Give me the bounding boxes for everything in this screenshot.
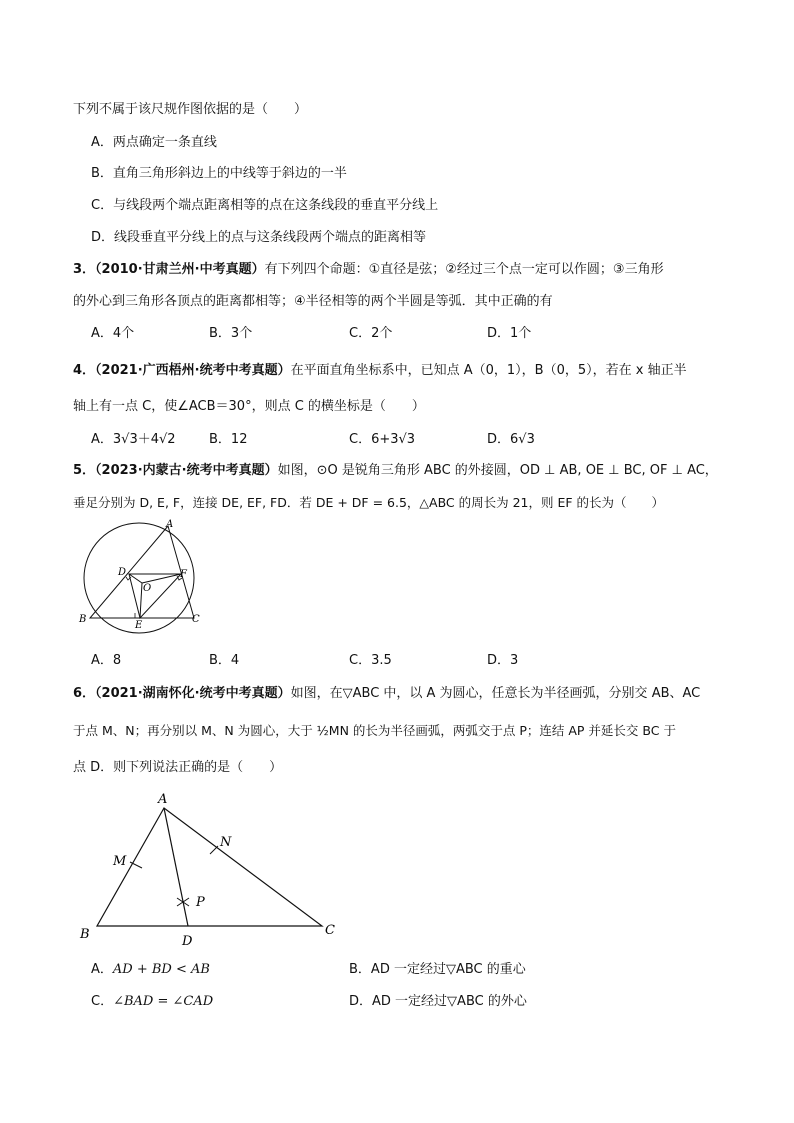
q5-stem-line1: 5．（2023·内蒙古·统考中考真题）如图，⊙O 是锐角三角形 ABC 的外接圆，OD ⊥ AB, OE ⊥ BC, OF ⊥ AC， xyxy=(73,463,718,478)
q2-option-a: A．两点确定一条直线 xyxy=(91,135,217,150)
q4-option-a: A．3√3＋4√2 xyxy=(91,432,176,447)
q5-stem-line2: 垂足分别为 D, E, F，连接 DE, EF, FD．若 DE + DF = 6.5，△ABC 的周长为 21，则 EF 的长为（ ） xyxy=(73,495,665,510)
q5-label-o: O xyxy=(143,583,152,594)
q6-option-c: C．∠BAD = ∠CAD xyxy=(91,994,214,1009)
q5-segment-of xyxy=(142,574,181,583)
q4-option-b: B．12 xyxy=(209,432,248,447)
q6-label-b: B xyxy=(80,927,90,942)
q6-arc-mark-n xyxy=(210,846,218,854)
q6-option-a: A．AD + BD < AB xyxy=(91,962,210,977)
q6-label-d: D xyxy=(182,934,193,949)
q6-label-p: P xyxy=(196,895,205,910)
q5-label-b: B xyxy=(79,614,87,625)
q5-option-b: B．4 xyxy=(209,653,240,668)
q6-triangle-abc xyxy=(97,808,322,926)
q6-stem-line3: 点 D．则下列说法正确的是（ ） xyxy=(73,760,283,775)
q3-option-d: D．1个 xyxy=(487,326,532,341)
q4-stem-line2: 轴上有一点 C，使∠ACB＝30°，则点 C 的横坐标是（ ） xyxy=(73,399,425,414)
q2-option-d: D．线段垂直平分线上的点与这条线段两个端点的距离相等 xyxy=(91,230,427,245)
q6-label-c: C xyxy=(325,923,335,938)
q5-label-c: C xyxy=(192,614,200,625)
q2-option-b: B．直角三角形斜边上的中线等于斜边的一半 xyxy=(91,166,347,181)
q5-label-e: E xyxy=(135,620,143,631)
q5-segment-oe xyxy=(140,583,142,618)
q6-segment-ad xyxy=(164,808,188,926)
q6-label-n: N xyxy=(220,835,232,850)
q2-option-c: C．与线段两个端点距离相等的点在这条线段的垂直平分线上 xyxy=(91,198,439,213)
q6-option-d: D．AD 一定经过▽ABC 的外心 xyxy=(349,994,527,1009)
q3-option-a: A．4个 xyxy=(91,326,135,341)
q6-label-m: M xyxy=(113,854,127,869)
q6-figure-triangle xyxy=(72,788,352,950)
q3-option-b: B．3个 xyxy=(209,326,253,341)
q5-option-a: A．8 xyxy=(91,653,122,668)
q3-option-c: C．2个 xyxy=(349,326,393,341)
q4-option-d: D．6√3 xyxy=(487,432,535,447)
q5-label-d: D xyxy=(118,567,127,578)
q3-stem-line1: 3．（2010·甘肃兰州·中考真题）有下列四个命题：①直径是弦；②经过三个点一定可以作圆；③三角形 xyxy=(73,262,664,277)
q5-option-d: D．3 xyxy=(487,653,519,668)
q5-figure-circle-triangle xyxy=(76,516,206,634)
q4-option-c: C．6+3√3 xyxy=(349,432,416,447)
q5-label-f: F xyxy=(180,569,187,580)
q3-stem-line2: 的外心到三角形各顶点的距离都相等；④半径相等的两个半圆是等弧．其中正确的有 xyxy=(73,294,553,309)
q5-triangle-def xyxy=(129,574,181,618)
q4-stem-line1: 4．（2021·广西梧州·统考中考真题）在平面直角坐标系中，已知点 A（0，1），B（0，5），若在 x 轴正半 xyxy=(73,363,687,378)
q6-label-a: A xyxy=(158,792,168,807)
q6-stem-line2: 于点 M、N；再分别以 M、N 为圆心，大于 ½MN 的长为半径画弧，两弧交于点 P；连结 AP 并延长交 BC 于 xyxy=(73,723,676,738)
q6-stem-line1: 6．（2021·湖南怀化·统考中考真题）如图，在▽ABC 中，以 A 为圆心，任意长为半径画弧，分别交 AB、AC xyxy=(73,686,701,701)
q5-option-c: C．3.5 xyxy=(349,653,392,668)
q5-label-a: A xyxy=(166,519,174,530)
q6-option-b: B．AD 一定经过▽ABC 的重心 xyxy=(349,962,526,977)
q2-stem: 下列不属于该尺规作图依据的是（ ） xyxy=(73,102,308,117)
